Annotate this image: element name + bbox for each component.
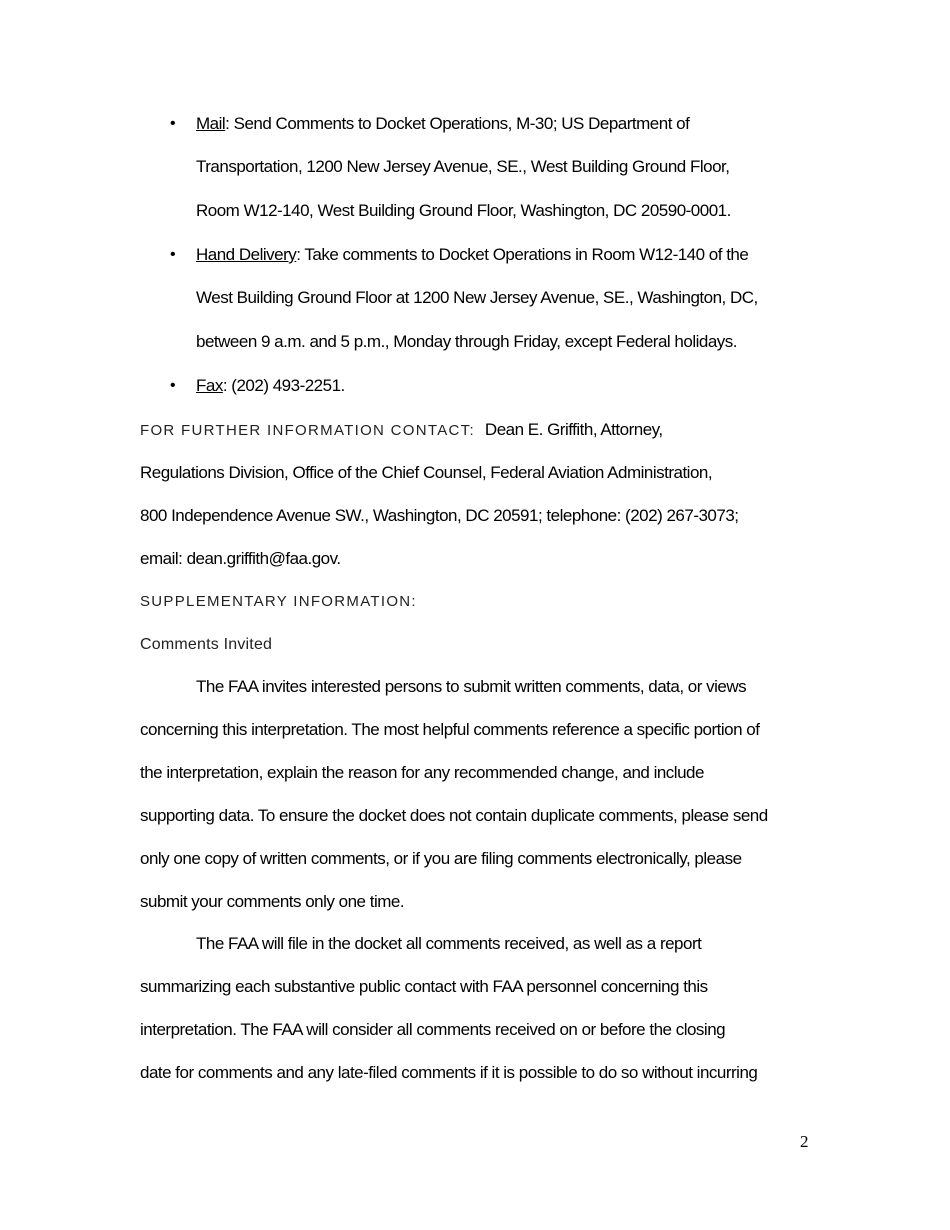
comments-invited-heading: Comments Invited	[140, 636, 273, 653]
contact-line-2: Regulations Division, Office of the Chief Counsel, Federal Aviation Administration,	[140, 463, 713, 482]
paragraph-1-line-3: the interpretation, explain the reason for any recommended change, and include	[140, 763, 704, 782]
bullet-marker-hand-delivery: •	[170, 246, 176, 263]
bullet-hand-delivery-line-1: Hand Delivery: Take comments to Docket Operations in Room W12-140 of the	[196, 245, 749, 264]
contact-line-3: 800 Independence Avenue SW., Washington, DC 20591; telephone: (202) 267-3073;	[140, 506, 739, 525]
paragraph-1-line-2: concerning this interpretation. The most helpful comments reference a specific portion of	[140, 720, 760, 739]
bullet-mail-line-1: Mail: Send Comments to Docket Operations, M-30; US Department of	[196, 114, 690, 133]
contact-heading: FOR FURTHER INFORMATION CONTACT:	[140, 422, 475, 439]
paragraph-1-line-1: The FAA invites interested persons to submit written comments, data, or views	[196, 677, 747, 696]
bullet-hand-delivery-line-3: between 9 a.m. and 5 p.m., Monday through Friday, except Federal holidays.	[196, 332, 737, 351]
paragraph-1-line-6: submit your comments only one time.	[140, 892, 405, 911]
supplementary-heading: SUPPLEMENTARY INFORMATION:	[140, 593, 417, 610]
hand-delivery-label: Hand Delivery	[196, 245, 297, 264]
paragraph-1-line-4: supporting data. To ensure the docket does not contain duplicate comments, please send	[140, 806, 768, 825]
bullet-marker-fax: •	[170, 377, 176, 394]
paragraph-2-line-2: summarizing each substantive public contact with FAA personnel concerning this	[140, 977, 708, 996]
paragraph-1-line-5: only one copy of written comments, or if you are filing comments electronically, please	[140, 849, 742, 868]
bullet-mail-line-3: Room W12-140, West Building Ground Floor, Washington, DC 20590-0001.	[196, 201, 731, 220]
bullet-mail-line-2: Transportation, 1200 New Jersey Avenue, SE., West Building Ground Floor,	[196, 157, 730, 176]
page-number: 2	[800, 1132, 809, 1151]
bullet-marker-mail: •	[170, 115, 176, 132]
paragraph-2-line-4: date for comments and any late-filed comments if it is possible to do so without incurring	[140, 1063, 758, 1082]
mail-label: Mail	[196, 114, 226, 133]
contact-line-1: FOR FURTHER INFORMATION CONTACT: Dean E. Griffith, Attorney,	[140, 420, 663, 439]
fax-label: Fax	[196, 376, 223, 395]
paragraph-2-line-1: The FAA will file in the docket all comments received, as well as a report	[196, 934, 702, 953]
bullet-hand-delivery-line-2: West Building Ground Floor at 1200 New Jersey Avenue, SE., Washington, DC,	[196, 288, 758, 307]
contact-line-4: email: dean.griffith@faa.gov.	[140, 549, 341, 568]
paragraph-2-line-3: interpretation. The FAA will consider all comments received on or before the closing	[140, 1020, 726, 1039]
bullet-fax-line-1: Fax: (202) 493-2251.	[196, 376, 345, 395]
